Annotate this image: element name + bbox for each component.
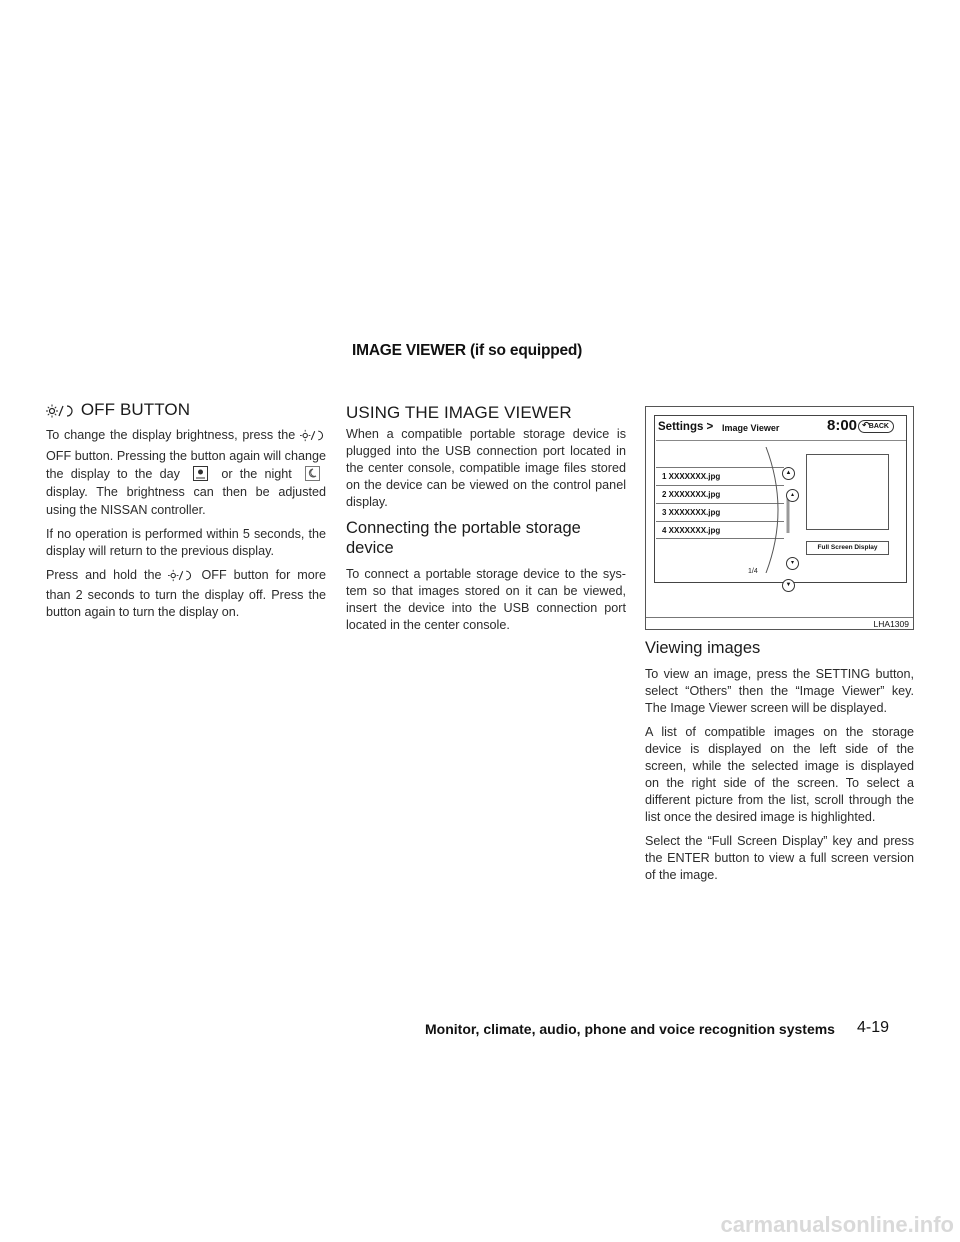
screen-clock: 8:00 (827, 417, 858, 434)
scroll-up-icon[interactable]: ▴ (786, 489, 799, 502)
image-preview (806, 454, 889, 530)
list-curve (756, 447, 796, 573)
watermark: carmanualsonline.info (720, 1212, 954, 1237)
list-item[interactable]: 1 XXXXXXX.jpg (656, 467, 784, 485)
connecting-paragraph: To connect a portable storage device to the sys-tem so that images stored on it can be viewed, insert the device into the USB connection port located in the center console. (346, 567, 626, 632)
right-column (645, 638, 914, 891)
brightness-toggle-icon (300, 429, 326, 447)
section-title: IMAGE VIEWER (if so equipped) (352, 342, 583, 359)
footer-page-number: 4-19 (857, 1019, 890, 1036)
text-span: OFF button for more than 2 seconds to turn the display off. Press the button again to turn the display on. (46, 568, 326, 619)
day-mode-icon (193, 466, 208, 481)
back-arrow-icon: ↶ (862, 420, 870, 430)
viewing-paragraph-1: To view an image, press the SETTING button, select “Others” then the “Image Viewer” key. The Image Viewer screen will be displayed. (645, 667, 914, 715)
viewing-paragraph-2: A list of compatible images on the storage device is displayed on the left side of the screen, while the selected image is displayed on the right side of the screen. To select a different picture from the list, scroll through the list once the desired image is highlighted. (645, 725, 914, 824)
text-span: OFF button. Pressing the button again will change the display to the day (46, 449, 326, 481)
hold-paragraph (46, 567, 326, 621)
night-mode-icon (305, 466, 320, 481)
timeout-paragraph: If no operation is performed within 5 seconds, the display will return to the previous display. (46, 527, 326, 558)
viewing-images-heading: Viewing images (645, 639, 761, 657)
off-button-heading (46, 401, 326, 421)
text-span: To change the display brightness, press the (46, 428, 296, 442)
viewing-paragraph-3: Select the “Full Screen Display” key and press the ENTER button to view a full screen version of the image. (645, 834, 914, 882)
list-item[interactable]: 2 XXXXXXX.jpg (656, 485, 784, 503)
list-item[interactable]: 3 XXXXXXX.jpg (656, 503, 784, 521)
back-button[interactable] (858, 420, 894, 433)
intro-paragraph: When a compatible portable storage device is plugged into the USB connection port located in the center console, compatible image files stored on the device can be viewed on the control panel display. (346, 427, 626, 509)
brightness-paragraph (46, 426, 326, 519)
using-image-viewer-heading: USING THE IMAGE VIEWER (346, 403, 572, 422)
page-up-icon[interactable]: ▲ (782, 467, 795, 480)
scroll-down-icon[interactable]: ▾ (786, 557, 799, 570)
back-label: BACK (868, 423, 889, 430)
list-item[interactable]: 4 XXXXXXX.jpg (656, 521, 784, 539)
off-button-heading-text: OFF BUTTON (80, 400, 191, 419)
image-viewer-figure (645, 406, 914, 630)
text-span: Press and hold the (46, 568, 162, 582)
screen-breadcrumb: Image Viewer (722, 423, 780, 433)
footer-chapter-title: Monitor, climate, audio, phone and voice recognition systems (425, 1021, 835, 1037)
header-divider (656, 440, 906, 441)
connecting-subheading: Connecting the portable storage device (346, 519, 581, 557)
text-span: or the night (221, 467, 292, 481)
middle-column (346, 404, 626, 641)
left-column (46, 401, 326, 628)
brightness-toggle-icon (168, 569, 194, 587)
text-span: display. The brightness can then be adjusted using the NISSAN controller. (46, 485, 326, 517)
page-down-icon[interactable]: ▼ (782, 579, 795, 592)
figure-code: LHA1309 (646, 617, 913, 630)
screen-settings-title: Settings > (658, 421, 714, 433)
full-screen-display-button[interactable]: Full Screen Display (806, 541, 889, 555)
page-indicator: 1/4 (748, 568, 758, 575)
brightness-toggle-icon (46, 404, 76, 421)
